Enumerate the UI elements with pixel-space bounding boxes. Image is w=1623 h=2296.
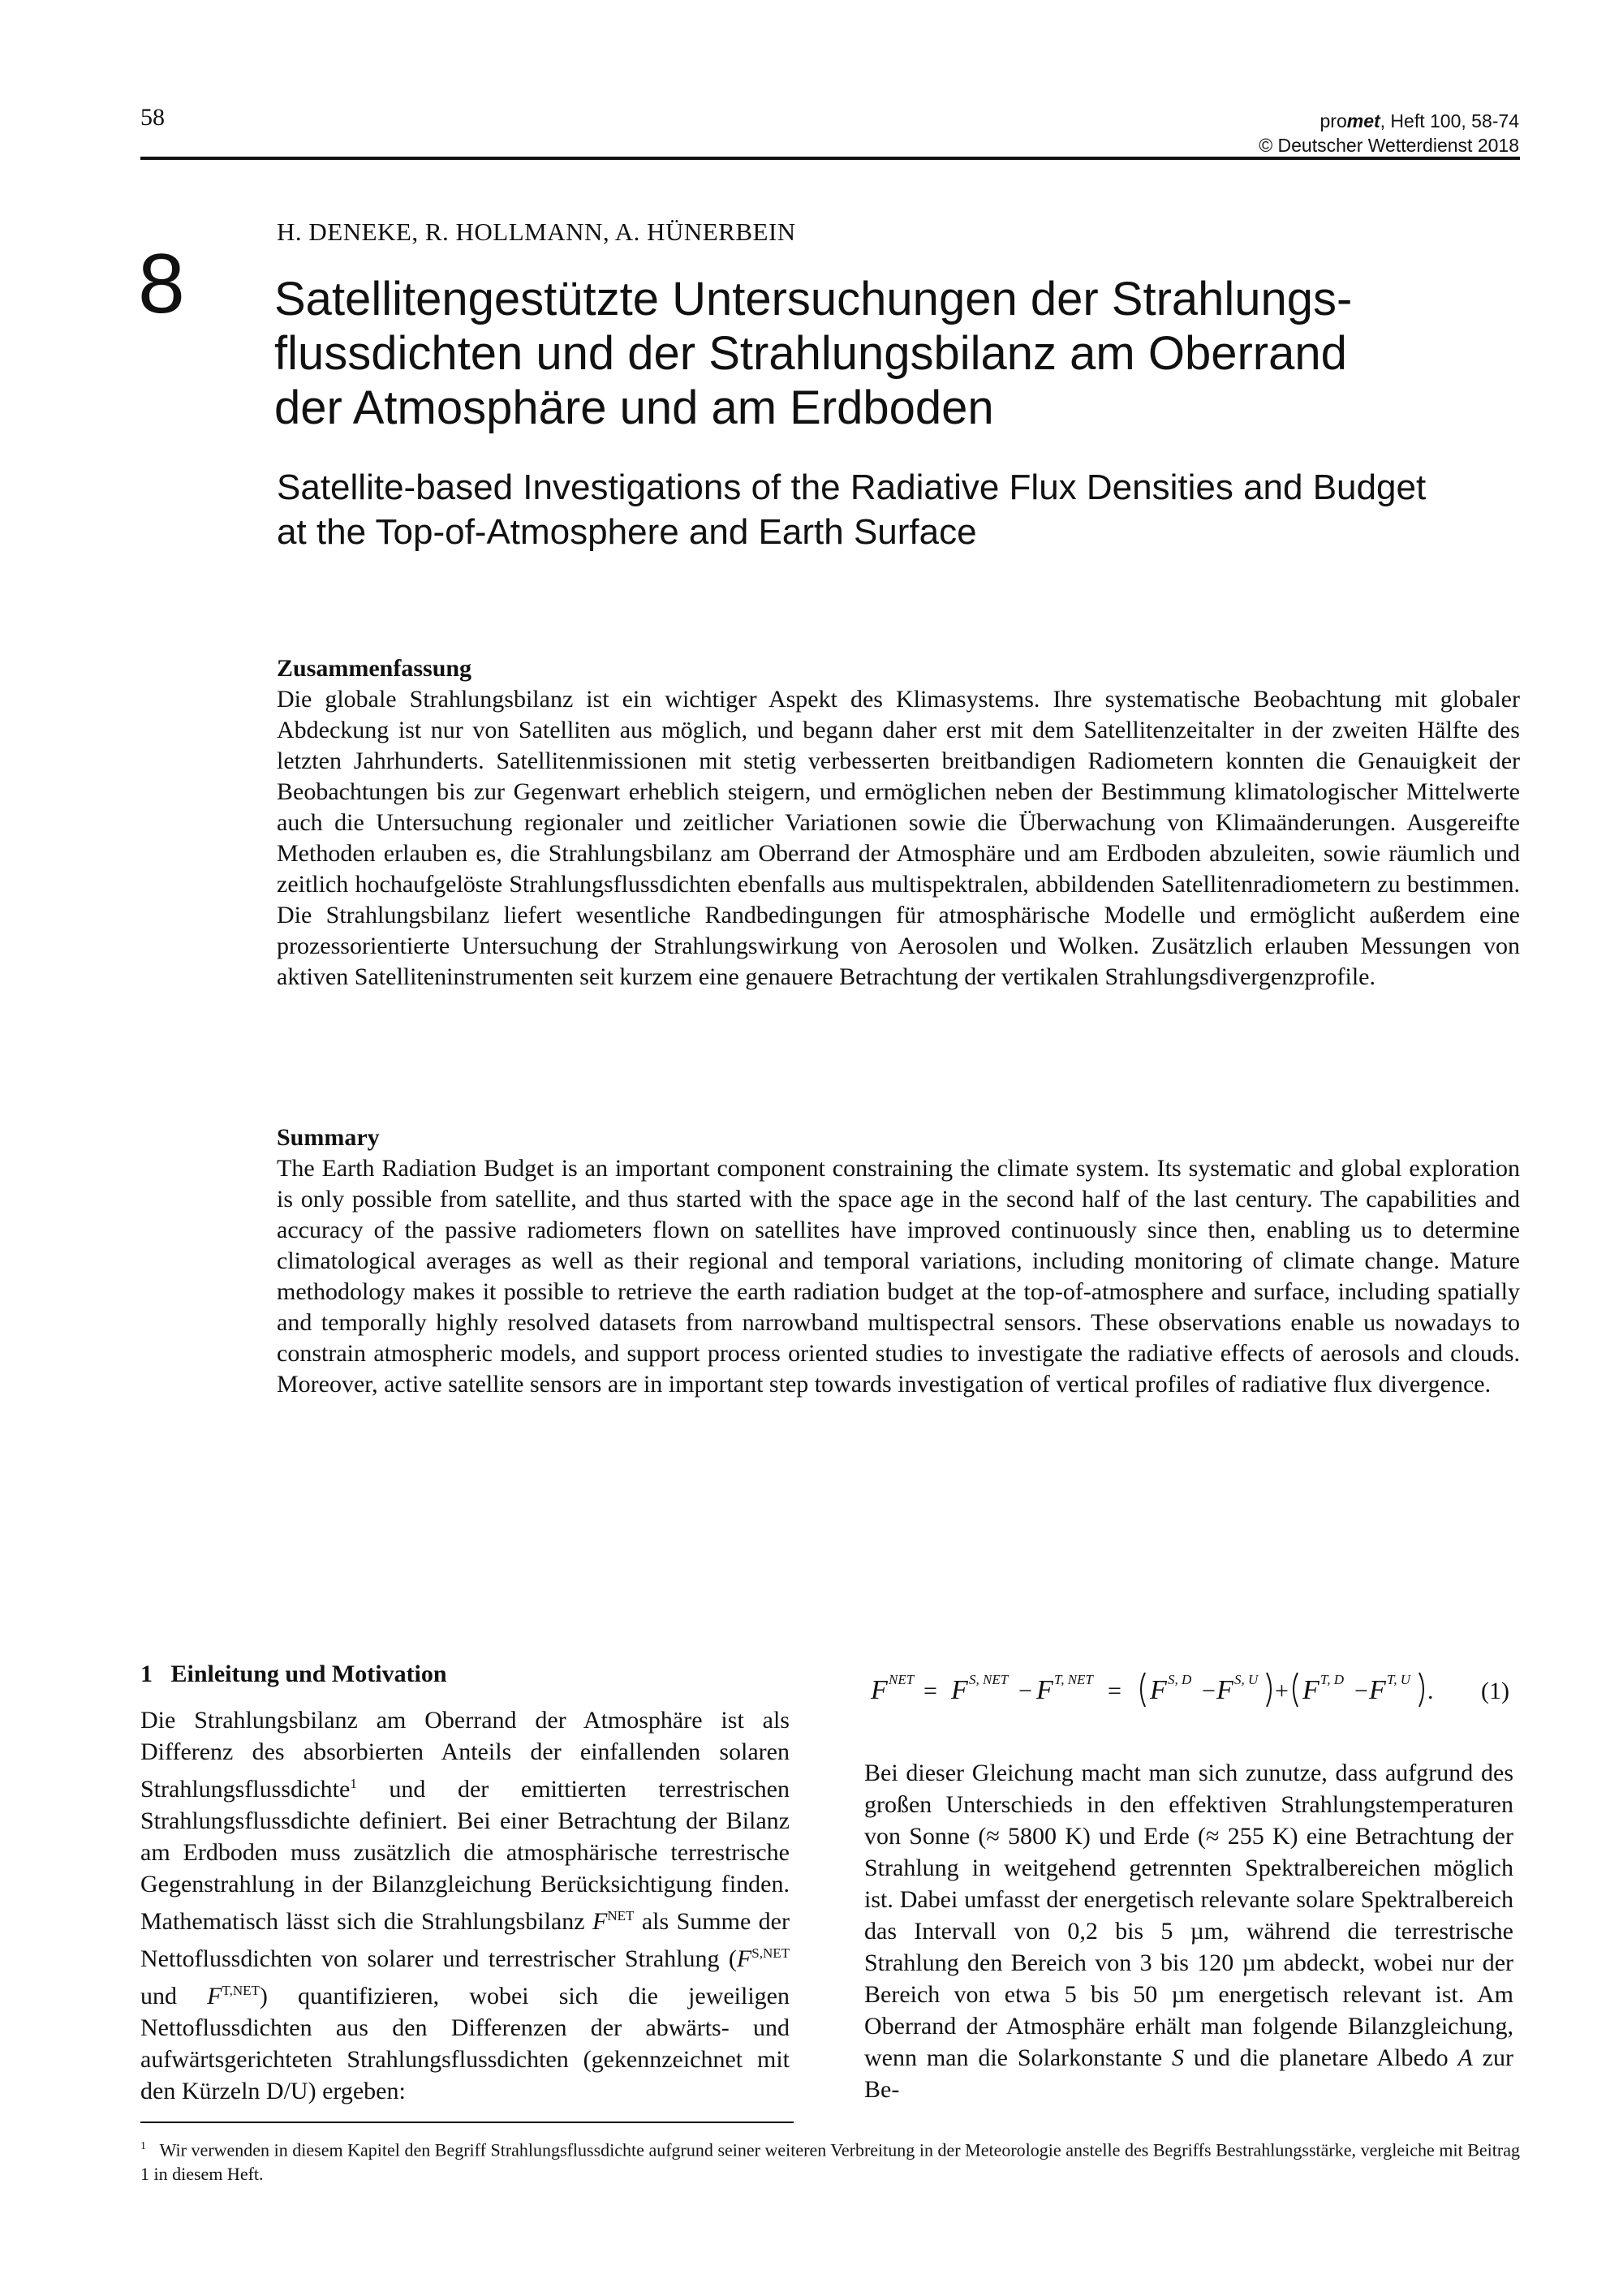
footnote-text: Wir verwenden in diesem Kapitel den Begriff Strahlungsflussdichte aufgrund seiner weiteren Verbreitung in der Meteorologie anstelle des Begriffs Bestrahlungsstärke, vergleiche mit Beitrag 1 in diesem Heft. [140,2139,1520,2185]
right-column [864,1757,1513,2105]
authors: H. DENEKE, R. HOLLMANN, A. HÜNERBEIN [277,218,796,246]
abstract-english-text: The Earth Radiation Budget is an important component constraining the climate system. Its systematic and global exploration is only possible from satellite, and thus started with the space age in the second half of the last century. The capabilities and accuracy of the passive radiometers flown on satellites have improved continuously since then, enabling us to determine climatological averages as well as their regional and temporal variations, including monitoring of climate change. Mature methodology makes it possible to retrieve the earth radiation budget at the top-of-atmosphere and surface, including spatially and temporally highly resolved datasets from narrowband multispectral sensors. These observations enable us nowadays to constrain atmospheric models, and support process oriented studies to investigate the radiative effects of aerosols and clouds. Moreover, active satellite sensors are in important step towards investigation of vertical profiles of radiative flux divergence. [277,1155,1520,1398]
journal-header [1259,109,1519,157]
eq-equals: = [1108,1678,1121,1704]
page-number: 58 [140,104,165,131]
eq-term: F [1369,1675,1386,1705]
eq-number: (1) [1481,1678,1509,1704]
footnote-marker: 1 [350,1776,357,1791]
eq-term-sup: S, D [1168,1672,1192,1687]
eq-term: F [1216,1675,1233,1705]
body-paragraph: Bei dieser Gleichung macht man sich zunutze, dass aufgrund des großen Unterschieds in den effektiven Strahlungstemperaturen von Sonne (≈ 5800 K) und Erde (≈ 255 K) eine Betrachtung der Strahlung in weitgehend getrennten Spektralbereichen möglich ist. Dabei umfasst der energetisch relevante solare Spektralbereich das Intervall von 0,2 bis 5 µm, während die terrestrische Strahlung den Bereich von 3 bis 120 µm abdeckt, wobei nur der Bereich von etwa 5 bis 50 µm energetisch relevant ist. Am Oberrand der Atmosphäre erhält man folgende Bilanzgleichung, wenn man die Solarkonstante S und die planetare Albedo A zur Be- [864,1760,1513,2103]
title-german-line: Satellitengestützte Untersuchungen der Strahlungs- [274,273,1353,325]
eq-term-sup: S, NET [969,1672,1009,1687]
eq-term-sup: T, NET [1054,1672,1093,1687]
eq-equals: = [923,1678,937,1704]
journal-citation [1259,109,1519,133]
left-column [140,1704,790,2107]
eq-paren-open [1141,1673,1145,1707]
eq-term: F [1036,1675,1053,1705]
title-german-line: flussdichten und der Strahlungsbilanz am Oberrand [274,327,1347,380]
journal-issue: , Heft 100, 58-74 [1380,110,1519,131]
title-english-line: at the Top-of-Atmosphere and Earth Surface [277,512,977,552]
abstract-german-heading: Zusammenfassung [277,655,472,682]
journal-name-pre: pro [1319,110,1347,131]
title-english-line: Satellite-based Investigations of the Radiative Flux Densities and Budget [277,467,1427,507]
footnote-number: 1 [140,2140,146,2152]
header-rule [140,157,1520,160]
eq-minus: − [1354,1678,1368,1704]
copyright: © Deutscher Wetterdienst 2018 [1259,135,1519,156]
eq-plus: + [1275,1678,1289,1704]
section-heading: 1 Einleitung und Motivation [140,1661,447,1687]
eq-term-sup: S, U [1234,1672,1259,1687]
eq-paren-close [1267,1673,1271,1707]
eq-minus: − [1018,1678,1032,1704]
intro-paragraph: Die Strahlungsbilanz am Oberrand der Atmosphäre ist als Differenz des absorbierten Anteils der einfallenden solaren Strahlungsflussdichte$^1$ und der emittierten terrestrischen Strahlungsflussdichte definiert. Bei einer Betrachtung der Bilanz am Erdboden muss zusätzlich die atmosphärische terrestrische Gegenstrahlung in der Bilanzgleichung Berücksichtigung finden. Mathematisch lässt sich die Strahlungsbilanz F$^{NET}$ als Summe der Nettoflussdichten von solarer und terrestrischer Strahlung (F$^{S,NET}$ und F$^{T,NET}$) quantifizieren, wobei sich die jeweiligen Nettoflussdichten aus den Differenzen der abwärts- und aufwärtsgerichteten Strahlungsflussdichten (gekennzeichnet mit den Kürzeln D/U) ergeben: [140,1707,790,2104]
eq-lhs-sup: NET [889,1672,915,1687]
chapter-number: 8 [138,237,185,331]
title-german [274,272,1540,435]
equation-1 [864,1656,1522,1713]
eq-period: . [1427,1678,1434,1704]
abstract-german [277,653,1520,993]
eq-paren-open [1294,1673,1298,1707]
footnote-rule [140,2122,794,2123]
eq-lhs: F [871,1675,888,1705]
eq-paren-close [1419,1673,1423,1707]
abstract-english-heading: Summary [277,1124,380,1151]
equation-1-svg [864,1656,1522,1713]
abstract-german-text: Die globale Strahlungsbilanz ist ein wichtiger Aspekt des Klimasystems. Ihre systematische Beobachtung mit globaler Abdeckung ist nur von Satelliten aus möglich, und begann daher erst mit dem Satellitenzeitalter in der zweiten Hälfte des letzten Jahrhunderts. Satellitenmissionen mit stetig verbesserten breitbandigen Radiometern konnten die Genauigkeit der Beobachtungen bis zur Gegenwart erheblich steigern, und ermöglichen neben der Bestimmung klimatologischer Mittelwerte auch die Untersuchung regionaler und zeitlicher Variationen sowie die Überwachung von Klimaänderungen. Ausgereifte Methoden erlauben es, die Strahlungsbilanz am Oberrand der Atmosphäre und am Erdboden abzuleiten, sowie räumlich und zeitlich hochaufgelöste Strahlungsflussdichten ebenfalls aus multispektralen, abbildenden Satellitenradiometern zu bestimmen. Die Strahlungsbilanz liefert wesentliche Randbedingungen für atmosphärische Modelle und ermöglicht außerdem eine prozessorientierte Untersuchung der Strahlungswirkung von Aerosolen und Wolken. Zusätzlich erlauben Messungen von aktiven Satelliteninstrumenten seit kurzem eine genauere Betrachtung der vertikalen Strahlungsdivergenzprofile. [277,686,1520,990]
eq-minus: − [1202,1678,1216,1704]
footnote [140,2134,1520,2186]
title-english [277,465,1543,554]
eq-term-sup: T, D [1320,1672,1344,1687]
eq-term: F [1150,1675,1167,1705]
abstract-english [277,1122,1520,1400]
title-german-line: der Atmosphäre und am Erdboden [274,381,994,434]
journal-name-bold: met [1346,110,1380,131]
eq-term: F [1302,1675,1319,1705]
eq-term-sup: T, U [1387,1672,1410,1687]
eq-term: F [951,1675,968,1705]
